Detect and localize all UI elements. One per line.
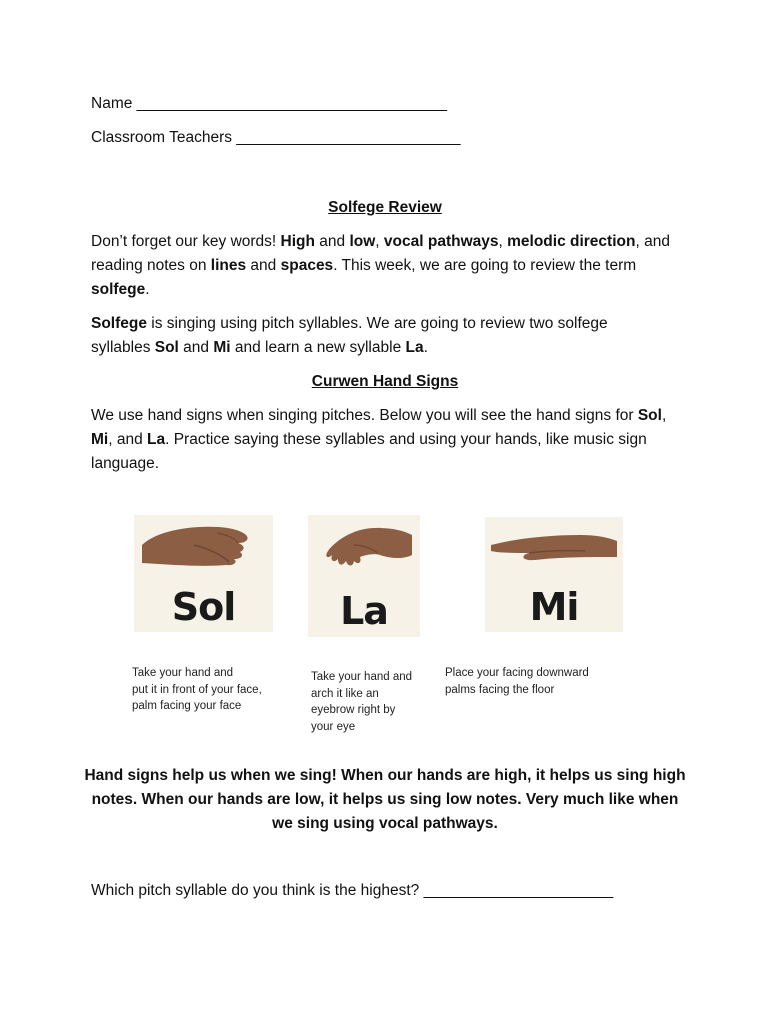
- la-hand-sign-card: [308, 515, 420, 637]
- teacher-label: Classroom Teachers: [91, 129, 232, 146]
- key-words-paragraph: Don’t forget our key words! High and low, vocal pathways, melodic direction, and reading notes on lines and spaces. This week, we are going to review the term solfege.: [91, 233, 670, 298]
- mi-syllable-label: Mi: [529, 585, 579, 629]
- curwen-hand-signs-heading: Curwen Hand Signs: [311, 373, 459, 390]
- la-hand-icon: [308, 515, 420, 590]
- mi-hand-icon: [485, 517, 623, 577]
- name-line: [91, 95, 447, 113]
- answer-blank: ______________________: [423, 882, 614, 899]
- la-caption: Take your hand and arch it like an eyebrow right by your eye: [311, 671, 413, 733]
- teacher-blank: __________________________: [236, 129, 461, 146]
- sol-caption: Take your hand and put it in front of your face, palm facing your face: [132, 667, 262, 712]
- summary-paragraph: Hand signs help us when we sing! When our hands are high, it helps us sing high notes. When our hands are low, it helps us sing low notes. Very much like when we sing using vocal pathways.: [84, 767, 686, 832]
- mi-hand-sign-card: [485, 517, 623, 632]
- teacher-line: [91, 129, 460, 147]
- name-blank: ____________________________________: [136, 95, 448, 112]
- sol-hand-sign-card: [134, 515, 273, 632]
- name-label: Name: [91, 95, 133, 112]
- mi-caption: Place your facing downward palms facing the floor: [445, 667, 589, 696]
- question-text: Which pitch syllable do you think is the highest?: [91, 882, 420, 899]
- la-syllable-label: La: [340, 589, 388, 633]
- question-line: [91, 882, 613, 900]
- solfege-definition-paragraph: Solfege is singing using pitch syllables. We are going to review two solfege syllables Sol and Mi and learn a new syllable La.: [91, 315, 608, 356]
- sol-hand-icon: [134, 515, 273, 585]
- hand-signs-paragraph: We use hand signs when singing pitches. Below you will see the hand signs for Sol, Mi, and La. Practice saying these syllables and using your hands, like music sign language.: [91, 407, 667, 472]
- solfege-review-heading: Solfege Review: [328, 199, 442, 216]
- sol-syllable-label: Sol: [171, 585, 236, 629]
